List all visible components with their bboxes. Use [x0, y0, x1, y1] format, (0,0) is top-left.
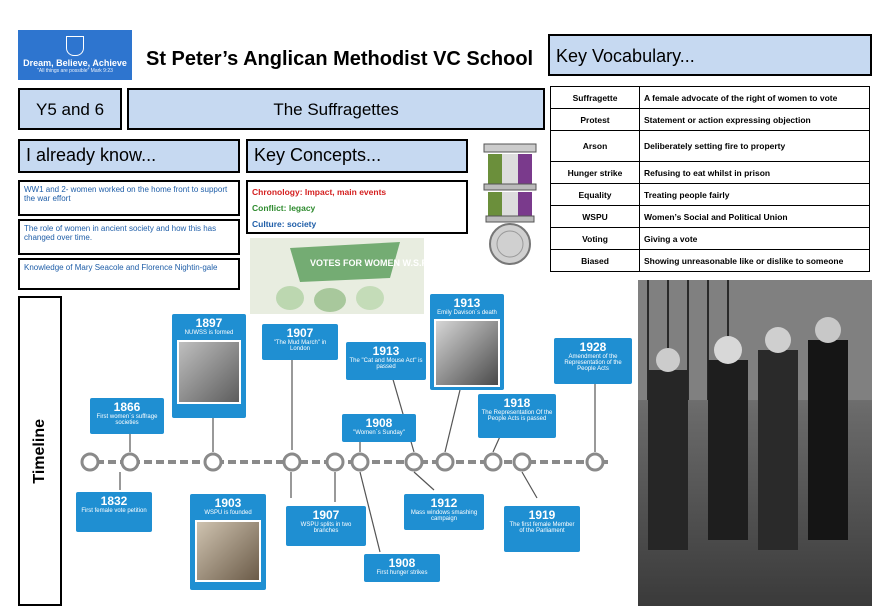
vocab-row [551, 184, 870, 206]
already-know-heading: I already know... [18, 139, 240, 173]
already-know-item: The role of women in ancient society and how this has changed over time. [18, 219, 240, 255]
vocab-term: Voting [551, 228, 640, 250]
year-group [18, 88, 122, 130]
topic-label: The Suffragettes [273, 100, 399, 119]
vocab-row [551, 109, 870, 131]
event-year: 1866 [113, 400, 141, 414]
timeline-event-1913-davison [430, 294, 504, 390]
event-text: First female vote petition [81, 508, 147, 514]
vocab-row [551, 228, 870, 250]
vocab-term: Arson [551, 131, 640, 162]
vocab-definition: A female advocate of the right of women to vote [640, 87, 870, 109]
event-text: Emily Davison´s death [437, 310, 497, 316]
vocab-definition: Treating people fairly [640, 184, 870, 206]
portrait-photo-1903 [195, 520, 261, 582]
topic-title [127, 88, 545, 130]
timeline-event-1832 [76, 492, 152, 532]
vocab-definition: Giving a vote [640, 228, 870, 250]
timeline-label: Timeline [31, 418, 48, 484]
event-text: The "Cat and Mouse Act" is passed [349, 358, 423, 370]
vocab-row [551, 206, 870, 228]
timeline-axis [62, 290, 622, 610]
event-year: 1908 [365, 416, 393, 430]
event-text: WSPU splits in two branches [300, 522, 352, 534]
event-year: 1897 [195, 316, 223, 330]
vocab-row [551, 131, 870, 162]
vocabulary-heading: Key Vocabulary... [548, 34, 872, 76]
vocab-term: Protest [551, 109, 640, 131]
vocab-term: Suffragette [551, 87, 640, 109]
event-year: 1919 [528, 508, 556, 522]
photo-figures-icon [638, 280, 872, 606]
vocab-definition: Women’s Social and Political Union [640, 206, 870, 228]
vocab-definition: Deliberately setting fire to property [640, 131, 870, 162]
medal-icon [478, 140, 542, 270]
event-year: 1832 [100, 494, 128, 508]
event-text: "Women´s Sunday" [353, 430, 405, 436]
school-motto: Dream, Believe, Achieve [23, 58, 127, 68]
timeline-label-box [18, 296, 62, 606]
event-year: 1918 [503, 396, 531, 410]
event-text: First women´s suffrage societies [96, 414, 158, 426]
banner-text: VOTES FOR WOMEN W.S.P.U. [310, 258, 438, 268]
timeline-event-1912 [404, 494, 484, 530]
key-concepts-heading: Key Concepts... [246, 139, 468, 173]
event-year: 1912 [430, 496, 458, 510]
vocab-row [551, 250, 870, 272]
event-text: "The Mud March" in London [273, 340, 327, 352]
vocab-definition: Refusing to eat whilst in prison [640, 162, 870, 184]
timeline-event-1907-wspu-split [286, 506, 366, 546]
timeline-event-1928 [554, 338, 632, 384]
timeline-event-1908-womens-sunday [342, 414, 416, 442]
already-know-item: WW1 and 2- women worked on the home front to support the war effort [18, 180, 240, 216]
event-year: 1928 [579, 340, 607, 354]
event-text: Amendment of the Representation of the People Acts [564, 354, 622, 372]
vocabulary-table [550, 86, 870, 272]
timeline-event-1918 [478, 394, 556, 438]
key-concepts-box [246, 180, 468, 234]
vocab-term: Hunger strike [551, 162, 640, 184]
concept-chronology: Chronology: Impact, main events [252, 187, 387, 197]
timeline-event-1897 [172, 314, 246, 418]
event-text: Mass windows smashing campaign [410, 510, 478, 522]
event-text: NUWSS is formed [184, 330, 234, 336]
vocab-term: WSPU [551, 206, 640, 228]
event-text: First hunger strikes [376, 570, 428, 576]
already-know-item: Knowledge of Mary Seacole and Florence Nightin-gale [18, 258, 240, 290]
crest-icon [66, 36, 84, 56]
school-logo [18, 30, 132, 80]
protest-photograph [638, 280, 872, 606]
event-year: 1913 [372, 344, 400, 358]
event-text: The first female Member of the Parliament [509, 522, 575, 534]
timeline-event-1919 [504, 506, 580, 552]
event-text: The Representation Of the People Acts is passed [481, 410, 553, 422]
event-year: 1913 [453, 296, 481, 310]
concept-culture: Culture: society [252, 219, 317, 229]
vocab-definition: Showing unreasonable like or dislike to someone [640, 250, 870, 272]
event-year: 1907 [286, 326, 314, 340]
timeline-event-1903 [190, 494, 266, 590]
medal-image [478, 140, 542, 270]
vocab-term: Biased [551, 250, 640, 272]
timeline-event-1913-cat-mouse [346, 342, 426, 380]
timeline-event-1866 [90, 398, 164, 434]
concept-conflict: Conflict: legacy [252, 203, 316, 213]
portrait-photo-1897 [177, 340, 241, 404]
timeline-event-1908-hunger-strikes [364, 554, 440, 582]
event-year: 1907 [312, 508, 340, 522]
school-motto-sub: "All things are possible" Mark 9:23 [37, 68, 113, 74]
year-group-label: Y5 and 6 [36, 100, 105, 119]
vocab-row [551, 162, 870, 184]
vocab-term: Equality [551, 184, 640, 206]
portrait-photo-davison [434, 319, 500, 387]
timeline-event-1907-mud-march [262, 324, 338, 360]
vocab-row [551, 87, 870, 109]
vocab-definition: Statement or action expressing objection [640, 109, 870, 131]
event-text: WSPU is founded [204, 510, 252, 516]
event-year: 1908 [388, 556, 416, 570]
school-name: St Peter’s Anglican Methodist VC School [146, 48, 534, 70]
event-year: 1903 [214, 496, 242, 510]
